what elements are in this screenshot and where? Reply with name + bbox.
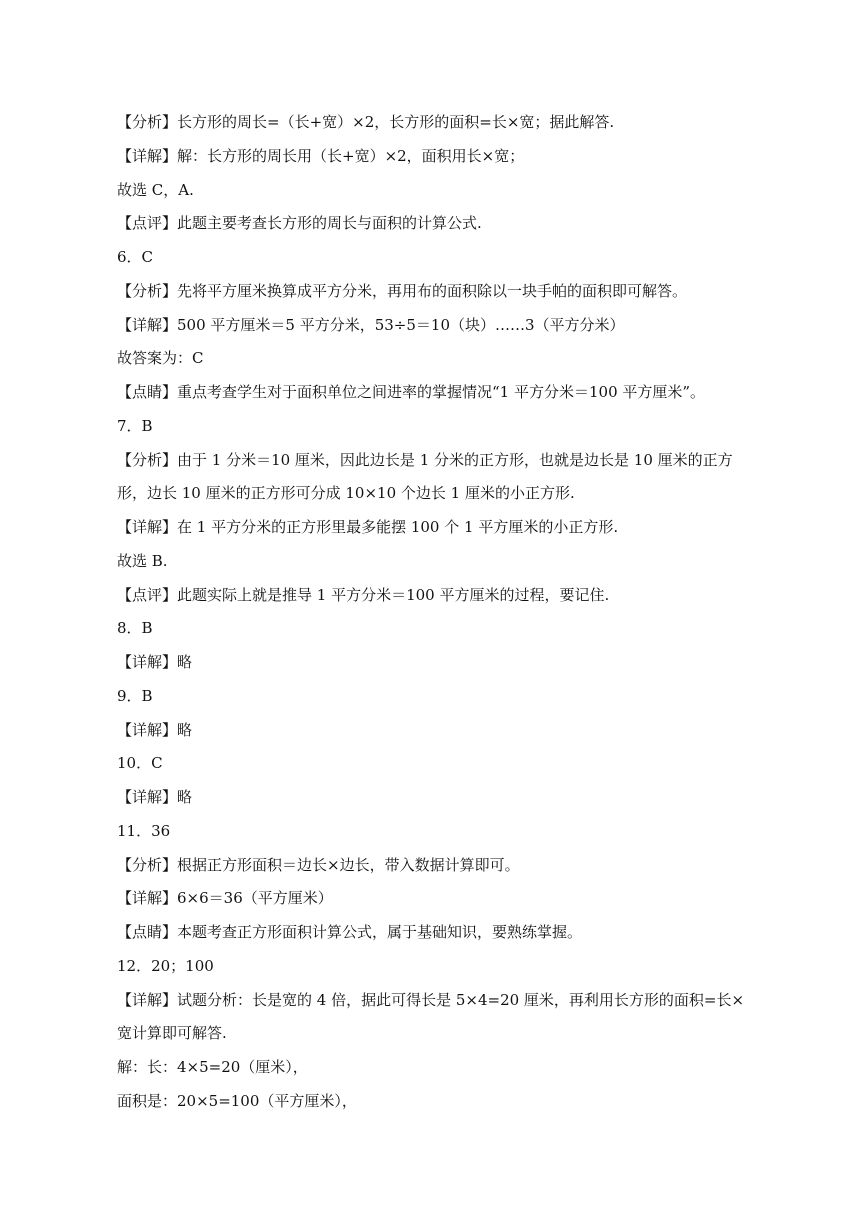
question-answer: 7．B <box>117 417 153 435</box>
text-line: 【详解】500 平方厘米＝5 平方分米，53÷5＝10（块）……3（平方分米） <box>117 316 625 334</box>
text-line: 面积是：20×5=100（平方厘米）， <box>117 1092 357 1110</box>
text-line: 【详解】试题分析：长是宽的 4 倍，据此可得长是 5×4=20 厘米，再利用长方形的面积=长× <box>117 991 745 1009</box>
text-line: 【点睛】重点考查学生对于面积单位之间进率的掌握情况“1 平方分米＝100 平方厘米”。 <box>117 383 706 401</box>
text-line: 【详解】略 <box>117 653 193 671</box>
question-answer: 12．20；100 <box>117 957 214 975</box>
text-line: 【详解】6×6＝36（平方厘米） <box>117 889 333 907</box>
text-line: 【详解】解：长方形的周长用（长+宽）×2，面积用长×宽； <box>117 147 525 165</box>
text-line: 【分析】由于 1 分米＝10 厘米，因此边长是 1 分米的正方形，也就是边长是 10 厘米的正方 <box>117 451 733 469</box>
question-answer: 6．C <box>117 248 154 266</box>
text-line: 【详解】在 1 平方分米的正方形里最多能摆 100 个 1 平方厘米的小正方形. <box>117 518 619 536</box>
text-line: 故选 B. <box>117 552 168 570</box>
text-line: 故答案为：C <box>117 349 204 367</box>
question-answer: 10．C <box>117 754 163 772</box>
text-line: 【详解】略 <box>117 788 193 806</box>
text-line: 【点睛】本题考查正方形面积计算公式，属于基础知识，要熟练掌握。 <box>117 923 583 941</box>
text-line: 解：长：4×5=20（厘米）， <box>117 1058 308 1076</box>
question-answer: 11．36 <box>117 822 171 840</box>
text-line: 【分析】长方形的周长=（长+宽）×2，长方形的面积=长×宽；据此解答. <box>117 113 615 131</box>
text-line: 形，边长 10 厘米的正方形可分成 10×10 个边长 1 厘米的小正方形. <box>117 484 575 502</box>
text-line: 【分析】根据正方形面积＝边长×边长，带入数据计算即可。 <box>117 856 520 874</box>
text-line: 【分析】先将平方厘米换算成平方分米，再用布的面积除以一块手帕的面积即可解答。 <box>117 282 688 300</box>
text-line: 【点评】此题主要考查长方形的周长与面积的计算公式. <box>117 214 482 232</box>
text-line: 【点评】此题实际上就是推导 1 平方分米＝100 平方厘米的过程，要记住. <box>117 586 610 604</box>
question-answer: 9．B <box>117 687 153 705</box>
question-answer: 8．B <box>117 619 153 637</box>
text-line: 宽计算即可解答. <box>117 1024 227 1042</box>
text-line: 【详解】略 <box>117 721 193 739</box>
text-line: 故选 C，A. <box>117 181 194 199</box>
